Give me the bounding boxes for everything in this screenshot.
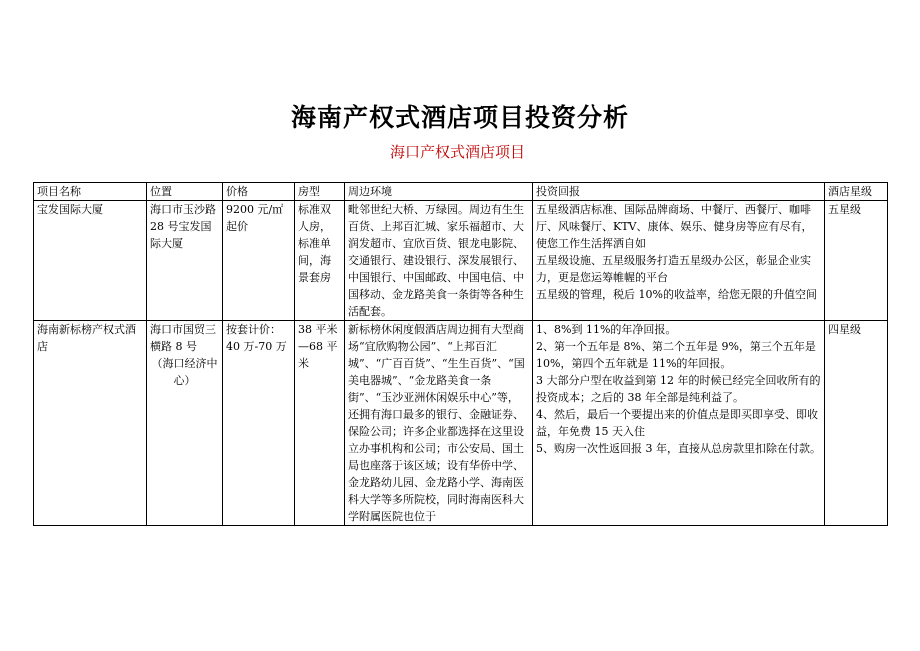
returns-item: 五星级设施、五星级服务打造五星级办公区，彰显企业实力，更是您运筹帷幄的平台	[536, 254, 811, 284]
header-price: 价格	[223, 183, 295, 201]
returns-item: 1、8%到 11%的年净回报。	[536, 323, 677, 336]
location-note: （海口经济中心）	[151, 357, 218, 387]
hotel-investment-table	[33, 182, 888, 526]
location-address: 海口市国贸三横路 8 号	[150, 323, 216, 353]
project-name-cell: 海南新标榜产权式酒店	[34, 321, 147, 526]
table-row	[34, 201, 888, 321]
returns-item: 5、购房一次性返回报 3 年，直接从总房款里扣除在付款。	[536, 442, 821, 455]
star-rating-cell: 四星级	[825, 321, 888, 526]
surroundings-cell: 新标榜休闲度假酒店周边拥有大型商场“宜欣购物公园”、“上邦百汇城”、“广百百货”、“生生百货”、“国美电器城”、“金龙路美食一条街”、“玉沙亚洲休闲娱乐中心”等，还拥有海口最多的银行、金融证券、保险公司；许多企业都选择在这里设立办事机构和公司；市公安局、国土局也座落于该区域；设有华侨中学、金龙路幼儿园、金龙路小学、海南医科大学等多所院校，同时海南医科大学附属医院也位于	[345, 321, 533, 526]
price-cell: 按套计价：40 万-70 万	[223, 321, 295, 526]
returns-cell	[533, 321, 825, 526]
project-name-cell: 宝发国际大厦	[34, 201, 147, 321]
table-row	[34, 321, 888, 526]
header-project-name: 项目名称	[34, 183, 147, 201]
document-title: 海南产权式酒店项目投资分析	[290, 103, 629, 132]
table-header-row	[34, 183, 888, 201]
surroundings-cell: 毗邻世纪大桥、万绿园。周边有生生百货、上邦百汇城、家乐福超市、大润发超市、宜欣百货、银龙电影院、交通银行、建设银行、深发展银行、中国银行、中国邮政、中国电信、中国移动、金龙路美食一条街等各种生活配套。	[345, 201, 533, 321]
returns-item: 2、第一个五年是 8%、第二个五年是 9%，第三个五年是 10%，第四个五年就是 11%的年回报。	[536, 340, 816, 370]
returns-item: 五星级的管理，税后 10%的收益率，给您无限的升值空间	[536, 288, 817, 301]
star-rating-cell: 五星级	[825, 201, 888, 321]
header-location: 位置	[147, 183, 223, 201]
room-type-cell: 38 平米—68 平米	[295, 321, 345, 526]
header-surroundings: 周边环境	[345, 183, 533, 201]
returns-cell	[533, 201, 825, 321]
price-cell: 9200 元/㎡起价	[223, 201, 295, 321]
location-cell	[147, 321, 223, 526]
returns-item: 4、然后，最后一个要提出来的价值点是即买即享受、即收益，年免费 15 天入住	[536, 408, 818, 438]
header-star-rating: 酒店星级	[825, 183, 888, 201]
header-returns: 投资回报	[533, 183, 825, 201]
document-subtitle: 海口产权式酒店项目	[390, 143, 526, 161]
returns-item: 五星级酒店标准、国际品牌商场、中餐厅、西餐厅、咖啡厅、风味餐厅、KTV、康体、娱乐、健身房等应有尽有，使您工作生活挥洒自如	[536, 203, 813, 250]
room-type-cell: 标准双人房，标准单间，海景套房	[295, 201, 345, 321]
header-room-type: 房型	[295, 183, 345, 201]
returns-item: 3 大部分户型在收益到第 12 年的时候已经完全回收所有的投资成本；之后的 38 年全部是纯利益了。	[536, 374, 821, 404]
location-cell: 海口市玉沙路 28 号宝发国际大厦	[147, 201, 223, 321]
